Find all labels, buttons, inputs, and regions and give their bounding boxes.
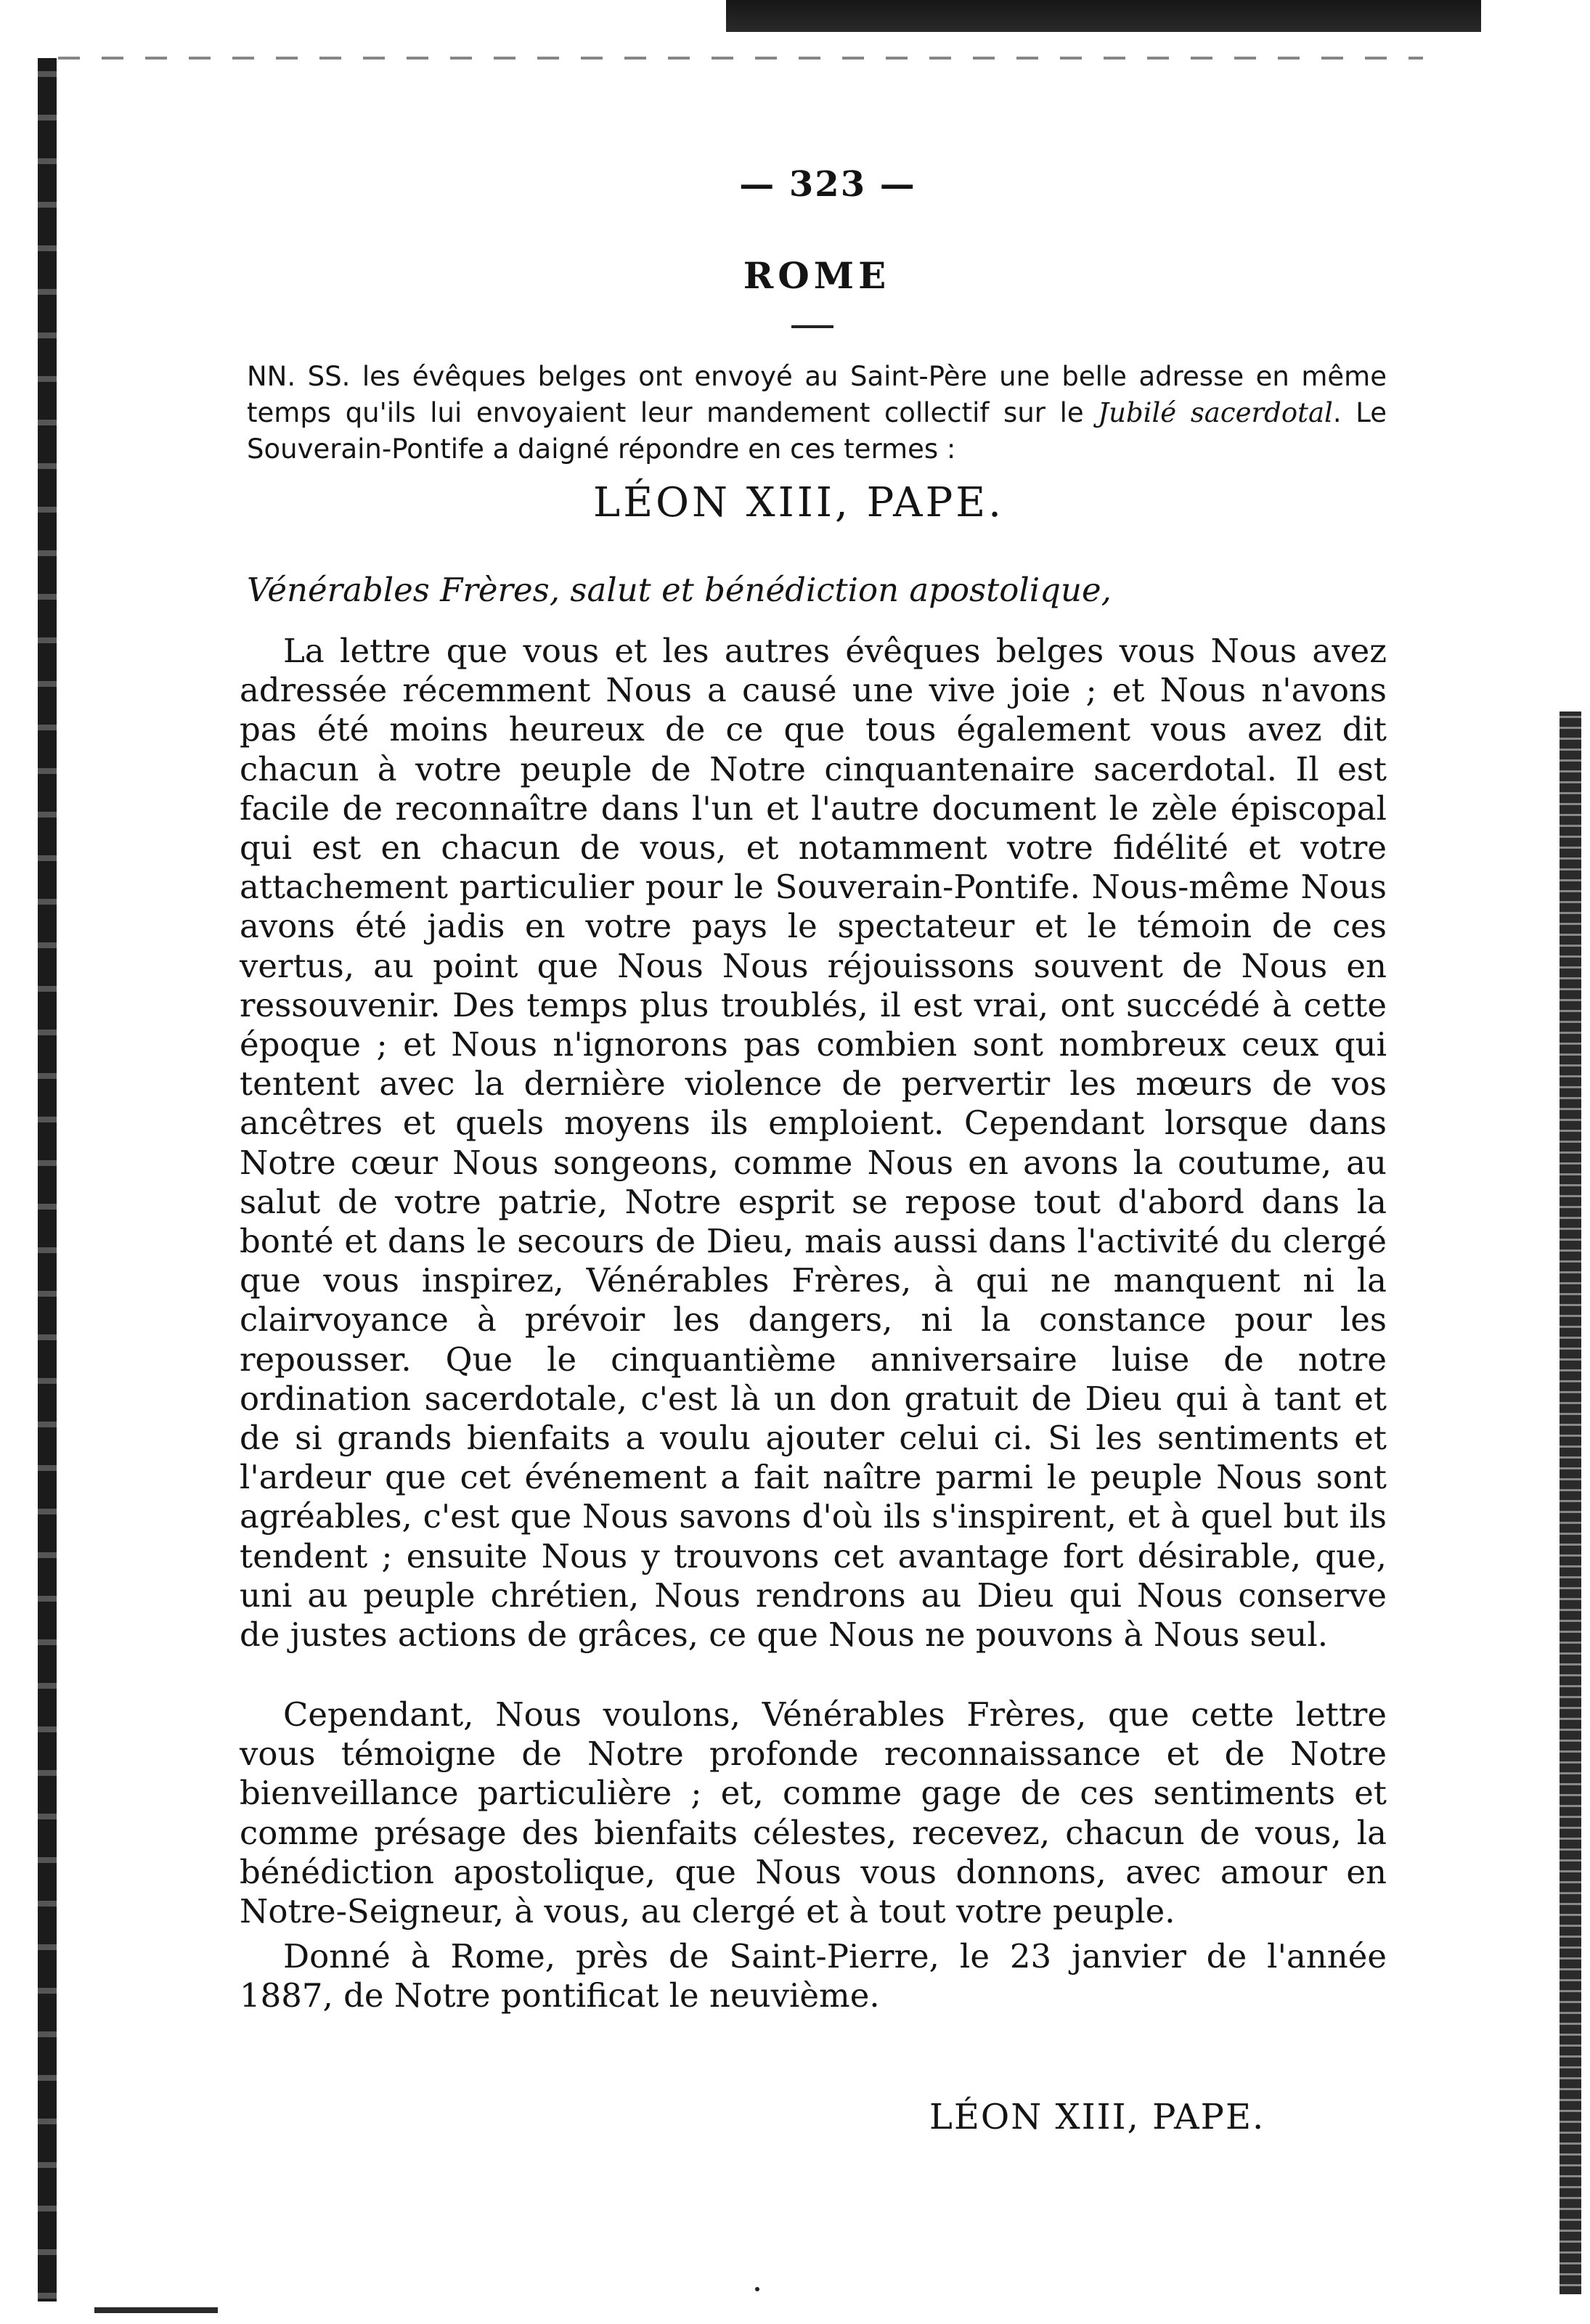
scan-border-top (726, 0, 1481, 32)
title-rule (791, 325, 833, 328)
intro-text-2: . Le Souverain-Pontife a daigné répondre en ces termes : (247, 397, 1387, 465)
stray-ink-mark (755, 2287, 759, 2291)
section-title: ROME (743, 254, 891, 297)
scan-border-right (1560, 712, 1581, 2294)
letter-heading: LÉON XIII, PAPE. (593, 479, 1004, 526)
scan-border-bottom (94, 2307, 218, 2313)
scan-border-left (38, 58, 57, 2301)
intro-text-1: NN. SS. les évêques belges ont envoyé au Saint-Père une belle adresse en même temps qu'ils lui envoyaient leur mandement collectif sur le (247, 361, 1387, 428)
intro-paragraph (247, 359, 1387, 468)
letter-date-paragraph: Donné à Rome, près de Saint-Pierre, le 23 janvier de l'année 1887, de Notre pontificat le neuvième. (240, 1937, 1387, 2015)
letter-signature: LÉON XIII, PAPE. (929, 2097, 1265, 2137)
letter-paragraph-2: Cependant, Nous voulons, Vénérables Frères, que cette lettre vous témoigne de Notre profonde reconnaissance et de Notre bienveillance particulière ; et, comme gage de ces sentiments et comme présage des bienfaits célestes, recevez, chacun de vous, la bénédiction apostolique, que Nous vous donnons, avec amour en Notre-Seigneur, à vous, au clergé et à tout votre peuple. (240, 1695, 1387, 1931)
letter-salutation: Vénérables Frères, salut et bénédiction apostolique, (247, 571, 1112, 609)
letter-paragraph-1: La lettre que vous et les autres évêques belges vous Nous avez adressée récemment Nous a causé une vive joie ; et Nous n'avons pas été moins heureux de ce que tous également vous avez dit chacun à votre peuple de Notre cinquantenaire sacerdotal. Il est facile de reconnaître dans l'un et l'autre document le zèle épiscopal qui est en chacun de vous, et notamment votre fidélité et votre attachement particulier pour le Souverain-Pontife. Nous-même Nous avons été jadis en votre pays le spectateur et le témoin de ces vertus, au point que Nous Nous réjouissons souvent de Nous en ressouvenir. Des temps plus troublés, il est vrai, ont succédé à cette époque ; et Nous n'ignorons pas combien sont nombreux ceux qui tentent avec la dernière violence de pervertir les mœurs de vos ancêtres et quels moyens ils emploient. Cependant lorsque dans Notre cœur Nous songeons, comme Nous en avons la coutume, au salut de votre patrie, Notre esprit se repose tout d'abord dans la bonté et dans le secours de Dieu, mais aussi dans l'activité du clergé que vous inspirez, Vénérables Frères, à qui ne manquent ni la clairvoyance à prévoir les dangers, ni la constance pour les repousser. Que le cinquantième anniversaire luise de notre ordination sacerdotale, c'est là un don gratuit de Dieu qui à tant et de si grands bienfaits a voulu ajouter celui ci. Si les sentiments et l'ardeur que cet événement a fait naître parmi le peuple Nous sont agréables, c'est que Nous savons d'où ils s'inspirent, et à quel but ils tendent ; ensuite Nous y trouvons cet avantage fort désirable, que, uni au peuple chrétien, Nous rendrons au Dieu qui Nous conserve de justes actions de grâces, ce que Nous ne pouvons à Nous seul. (240, 632, 1387, 1655)
intro-italic: Jubilé sacerdotal (1098, 397, 1333, 428)
page-number: — 323 — (739, 164, 916, 205)
scan-border-top-thin (58, 57, 1423, 60)
